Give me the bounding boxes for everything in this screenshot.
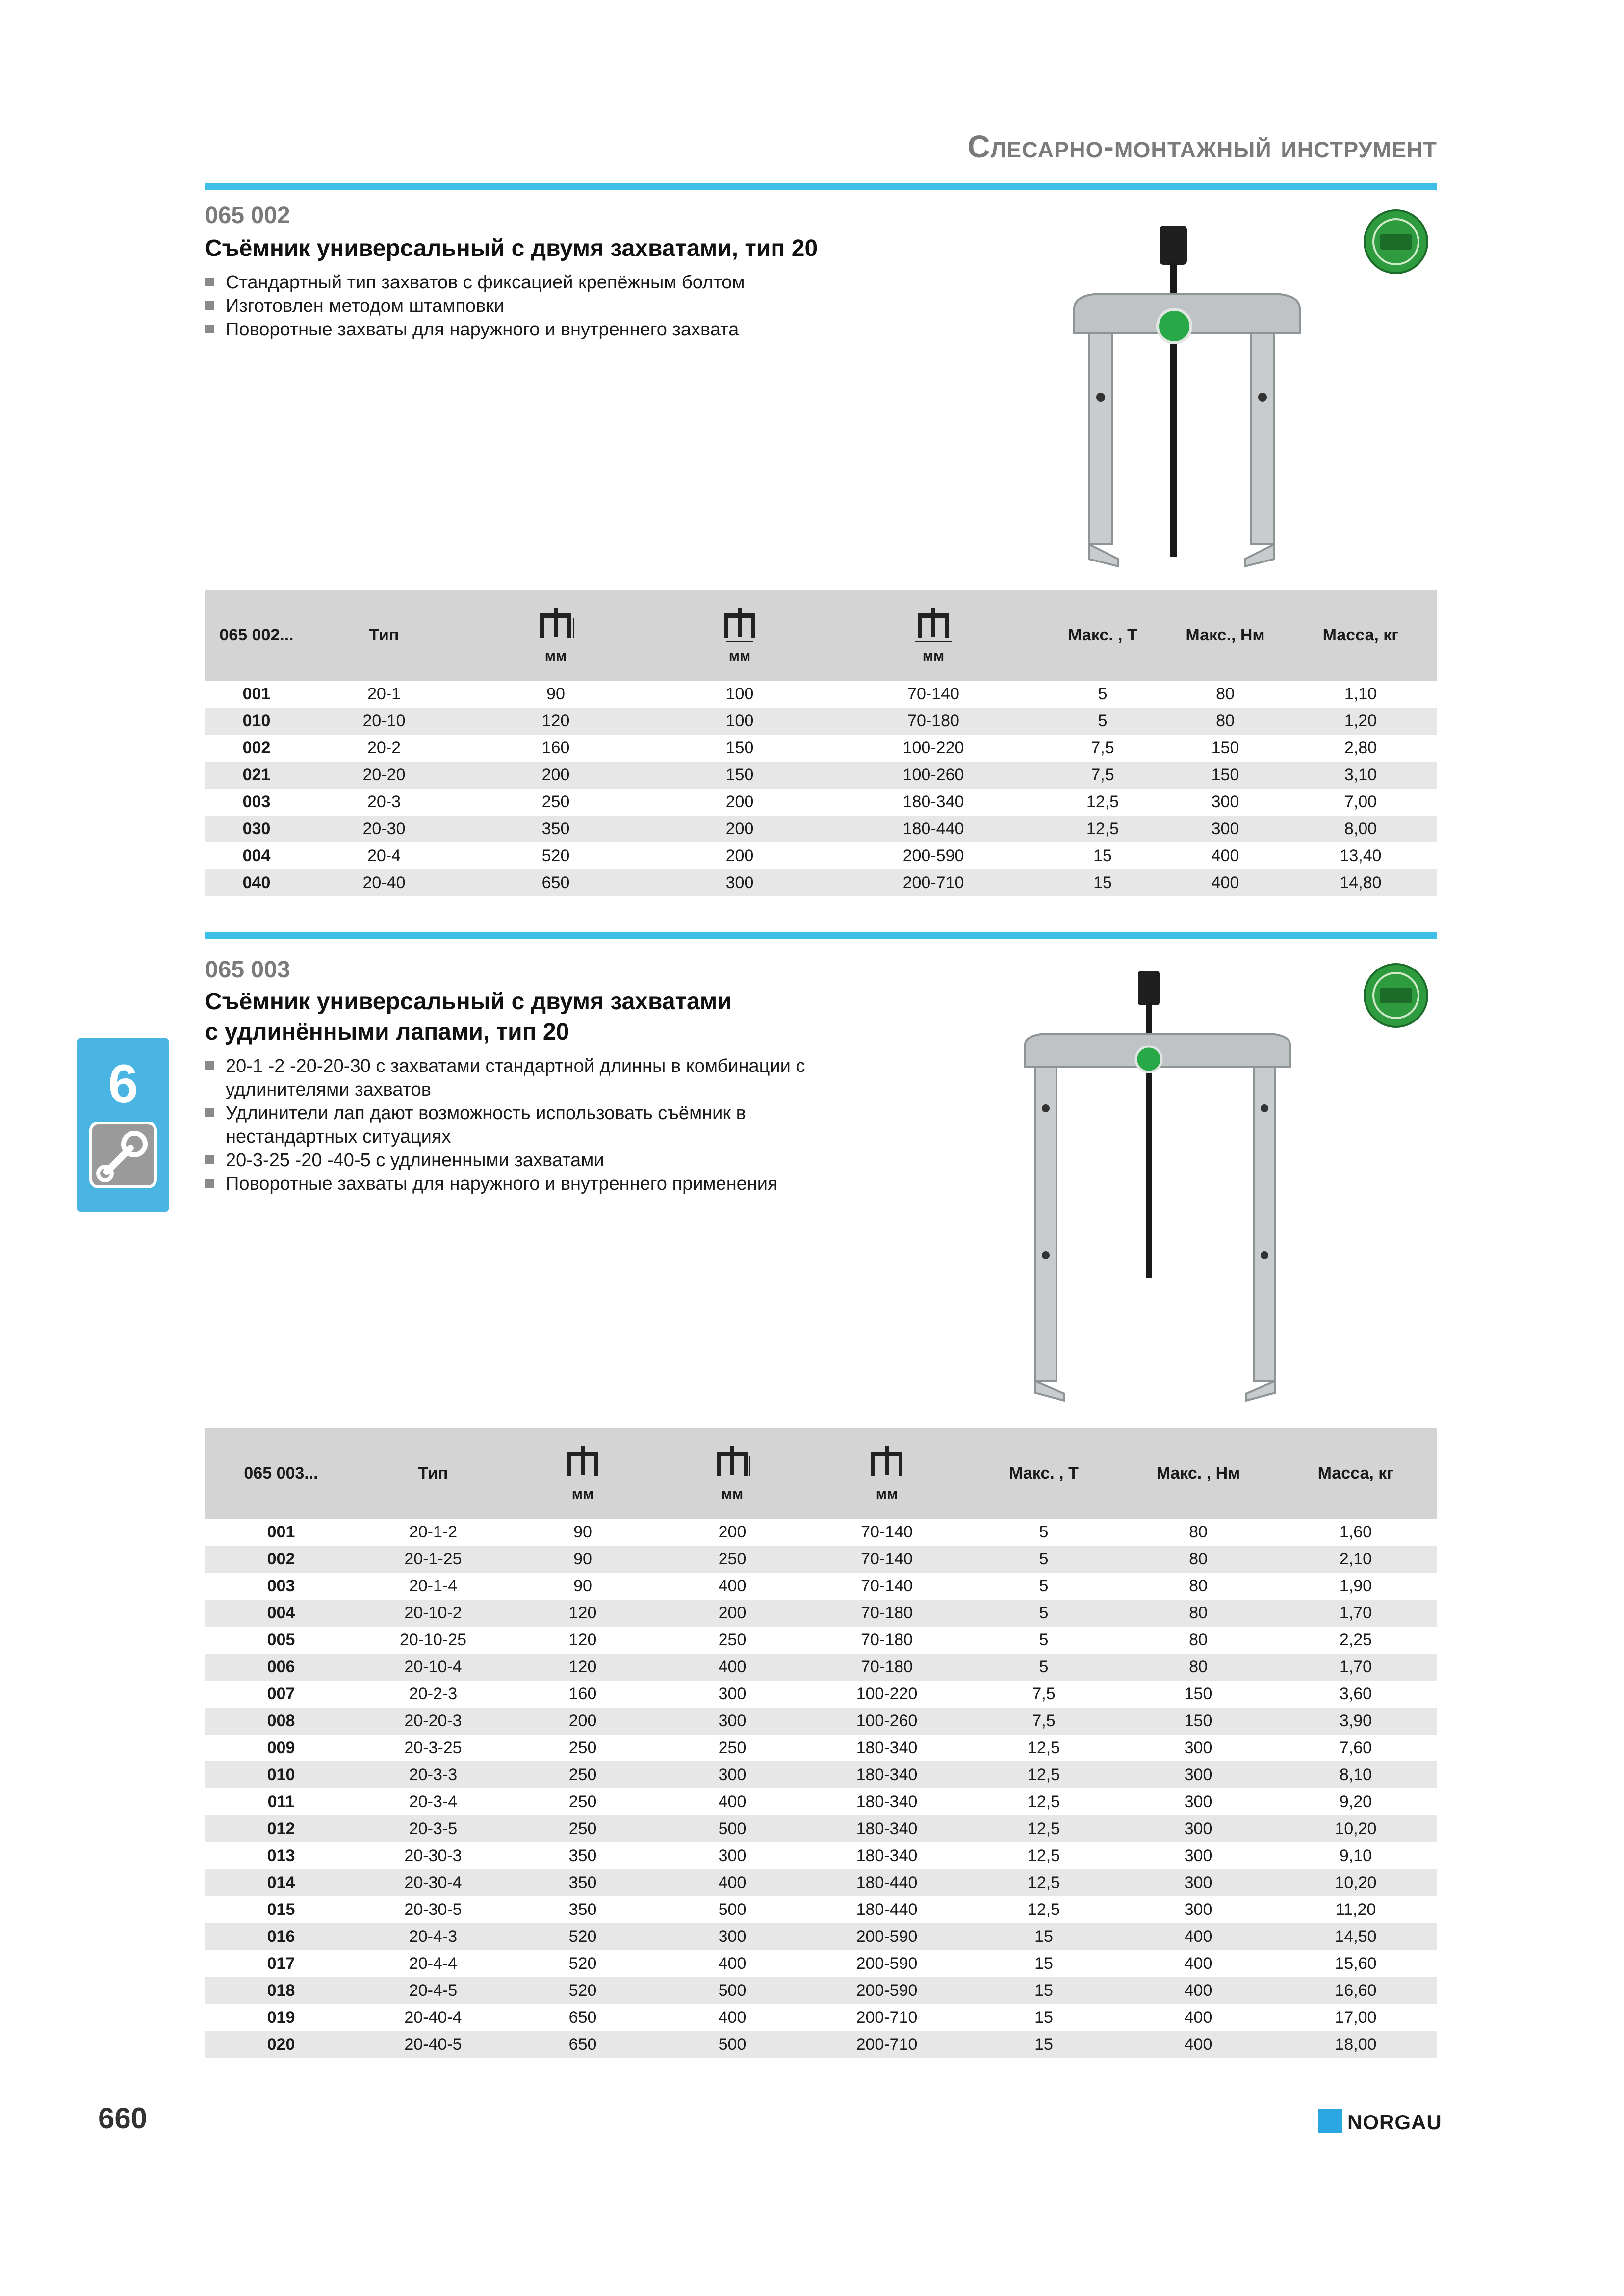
product-title bbox=[205, 987, 732, 1047]
column-header: Макс. , Нм bbox=[1122, 1428, 1274, 1519]
column-header: Масса, кг bbox=[1284, 590, 1437, 681]
bullet-icon bbox=[205, 278, 214, 286]
table-cell: 400 bbox=[1184, 2008, 1212, 2027]
table-cell: 018 bbox=[205, 1977, 357, 2004]
wrench-icon bbox=[89, 1122, 157, 1188]
table-cell: 120 bbox=[509, 1600, 656, 1627]
table-cell: 001 bbox=[267, 1523, 295, 1541]
puller-long-legs-image bbox=[1015, 971, 1300, 1412]
table-cell: 250 bbox=[509, 1815, 656, 1842]
table-cell: 1,70 bbox=[1274, 1654, 1437, 1681]
table-cell: 5 bbox=[965, 1654, 1122, 1681]
column-header: 065 002... bbox=[205, 590, 308, 681]
table-cell: 400 bbox=[1122, 1923, 1274, 1950]
table-cell: 15 bbox=[965, 1923, 1122, 1950]
table-cell: 12,5 bbox=[1027, 1738, 1060, 1757]
table-cell: 70-180 bbox=[808, 1600, 965, 1627]
table-cell: 020 bbox=[205, 2031, 357, 2058]
feature-list bbox=[205, 1054, 843, 1196]
product-title-line: Съёмник универсальный с двумя захватами, тип 20 bbox=[205, 235, 818, 261]
feature-item: 20-1 -2 -20-20-30 с захватами стандартной длинны в комбинации с удлинителями захватов bbox=[205, 1054, 843, 1101]
table-cell: 300 bbox=[718, 1684, 747, 1703]
table-cell: 80 bbox=[1189, 1577, 1208, 1595]
table-cell: 80 bbox=[1189, 1631, 1208, 1649]
table-row: 021 20-20 200 150 100-260 7,5 150 3,10 bbox=[205, 762, 1437, 789]
column-header bbox=[828, 590, 1039, 681]
table-cell: 16,60 bbox=[1274, 1977, 1437, 2004]
table-cell: 20-1-25 bbox=[357, 1546, 509, 1573]
table-row bbox=[205, 1519, 1437, 1546]
table-row bbox=[205, 1654, 1437, 1681]
table-cell: 18,00 bbox=[1274, 2031, 1437, 2058]
table-cell: 004 bbox=[205, 1600, 357, 1627]
column-header bbox=[808, 1428, 965, 1519]
table-row bbox=[205, 1896, 1437, 1923]
table-cell: 5 bbox=[965, 1546, 1122, 1573]
table-cell: 400 bbox=[718, 1954, 747, 1973]
column-header: Тип bbox=[308, 590, 460, 681]
table-cell: 1,60 bbox=[1339, 1523, 1372, 1541]
table-cell: 20-2-3 bbox=[409, 1684, 458, 1703]
section-title: Слесарно-монтажный инструмент bbox=[967, 129, 1437, 164]
table-cell: 5 bbox=[1039, 1523, 1049, 1541]
table-cell: 15 bbox=[1034, 2008, 1053, 2027]
feature-item: 20-3-25 -20 -40-5 с удлиненными захватами bbox=[205, 1148, 843, 1172]
table-cell: 300 bbox=[1184, 1792, 1212, 1811]
table-cell: 300 bbox=[1122, 1815, 1274, 1842]
table-cell: 400 bbox=[1184, 1954, 1212, 1973]
table-cell: 200-590 bbox=[856, 1954, 918, 1973]
table-cell: 400 bbox=[718, 2008, 747, 2027]
table-cell: 008 bbox=[205, 1708, 357, 1735]
feature-item: Стандартный тип захватов с фиксацией крепёжным болтом bbox=[205, 271, 867, 294]
kukko-logo bbox=[1363, 962, 1429, 1029]
table-cell: 1,70 bbox=[1274, 1600, 1437, 1627]
table-cell: 7,5 bbox=[965, 1708, 1122, 1735]
table-row bbox=[205, 1681, 1437, 1708]
table-cell: 150 bbox=[1122, 1708, 1274, 1735]
table-cell: 160 bbox=[568, 1684, 597, 1703]
table-cell: 010 bbox=[205, 1761, 357, 1788]
table-cell: 250 bbox=[718, 1631, 747, 1649]
table-row: 003 20-3 250 200 180-340 12,5 300 7,00 bbox=[242, 792, 1377, 811]
table-cell: 009 bbox=[267, 1738, 295, 1757]
table-cell: 12,5 bbox=[1027, 1900, 1060, 1919]
table-cell: 180-340 bbox=[856, 1792, 918, 1811]
table-cell: 350 bbox=[568, 1846, 597, 1865]
table-row bbox=[205, 1815, 1437, 1842]
table-cell: 70-180 bbox=[861, 1631, 913, 1649]
table-cell: 20-3-4 bbox=[409, 1792, 458, 1811]
column-header: Тип bbox=[357, 1428, 509, 1519]
table-row bbox=[205, 2031, 1437, 2058]
table-cell: 300 bbox=[1122, 1869, 1274, 1896]
table-cell: 1,90 bbox=[1339, 1577, 1372, 1595]
puller-length-icon bbox=[713, 1445, 752, 1482]
unit-label: мм bbox=[876, 1485, 898, 1502]
puller-reach-icon bbox=[563, 1445, 602, 1482]
puller-reach-icon bbox=[536, 607, 575, 644]
bullet-icon bbox=[205, 1061, 214, 1070]
table-cell: 15 bbox=[965, 1977, 1122, 2004]
table-cell: 90 bbox=[509, 1546, 656, 1573]
table-cell: 9,10 bbox=[1339, 1846, 1372, 1865]
table-cell: 250 bbox=[509, 1761, 656, 1788]
table-cell: 180-340 bbox=[856, 1846, 918, 1865]
table-row bbox=[205, 1950, 1437, 1977]
feature-item: Поворотные захваты для наружного и внутреннего захвата bbox=[205, 318, 867, 341]
table-cell: 650 bbox=[568, 2008, 597, 2027]
brand-name: NORGAU bbox=[1347, 2111, 1442, 2134]
table-cell: 200-710 bbox=[808, 2031, 965, 2058]
table-cell: 520 bbox=[509, 1923, 656, 1950]
table-cell: 20-10-25 bbox=[399, 1631, 467, 1649]
table-cell: 90 bbox=[573, 1523, 592, 1541]
table-cell: 80 bbox=[1122, 1546, 1274, 1573]
unit-label: мм bbox=[922, 647, 945, 664]
table-cell: 14,50 bbox=[1274, 1923, 1437, 1950]
table-cell: 180-440 bbox=[856, 1900, 918, 1919]
table-cell: 20-3-3 bbox=[357, 1761, 509, 1788]
table-cell: 80 bbox=[1122, 1654, 1274, 1681]
table-cell: 20-1-4 bbox=[409, 1577, 458, 1595]
table-cell: 20-10-4 bbox=[357, 1654, 509, 1681]
top-divider bbox=[205, 183, 1437, 190]
table-cell: 015 bbox=[267, 1900, 295, 1919]
table-cell: 350 bbox=[568, 1900, 597, 1919]
table-cell: 15 bbox=[965, 2031, 1122, 2058]
table-cell: 20-10-2 bbox=[357, 1600, 509, 1627]
column-header bbox=[656, 1428, 808, 1519]
table-cell: 12,5 bbox=[965, 1869, 1122, 1896]
table-cell: 400 bbox=[656, 1869, 808, 1896]
table-cell: 20-1-2 bbox=[409, 1523, 458, 1541]
column-header: Макс. , Т bbox=[965, 1428, 1122, 1519]
table-cell: 2,25 bbox=[1339, 1631, 1372, 1649]
table-cell: 300 bbox=[656, 1923, 808, 1950]
table-cell: 3,60 bbox=[1339, 1684, 1372, 1703]
product-title bbox=[205, 233, 818, 264]
table-cell: 300 bbox=[1184, 1738, 1212, 1757]
table-cell: 20-3-25 bbox=[404, 1738, 462, 1757]
table-cell: 9,20 bbox=[1339, 1792, 1372, 1811]
table-cell: 100-260 bbox=[808, 1708, 965, 1735]
table-cell: 300 bbox=[656, 1708, 808, 1735]
table-cell: 12,5 bbox=[1027, 1792, 1060, 1811]
table-cell: 12,5 bbox=[965, 1761, 1122, 1788]
table-cell: 120 bbox=[509, 1654, 656, 1681]
table-row bbox=[205, 1842, 1437, 1869]
table-cell: 17,00 bbox=[1335, 2008, 1377, 2027]
table-cell: 20-30-4 bbox=[357, 1869, 509, 1896]
table-row bbox=[205, 1735, 1437, 1761]
table-cell: 180-340 bbox=[808, 1815, 965, 1842]
puller-width-icon bbox=[720, 607, 759, 644]
table-cell: 180-340 bbox=[808, 1761, 965, 1788]
table-row bbox=[205, 1977, 1437, 2004]
table-cell: 200 bbox=[718, 1523, 747, 1541]
table-row bbox=[205, 1788, 1437, 1815]
table-cell: 200-590 bbox=[808, 1977, 965, 2004]
table-cell: 180-340 bbox=[856, 1738, 918, 1757]
brand-square-icon bbox=[1318, 2109, 1342, 2133]
table-cell: 70-140 bbox=[808, 1546, 965, 1573]
table-cell: 520 bbox=[568, 1954, 597, 1973]
table-cell: 350 bbox=[509, 1869, 656, 1896]
puller-span-icon bbox=[914, 607, 953, 644]
table-cell: 5 bbox=[1039, 1577, 1049, 1595]
feature-item: Удлинители лап дают возможность использовать съёмник в нестандартных ситуациях bbox=[205, 1101, 843, 1148]
table-row bbox=[205, 1708, 1437, 1735]
table-row: 002 20-2 160 150 100-220 7,5 150 2,80 bbox=[242, 739, 1377, 757]
unit-label: мм bbox=[544, 647, 567, 664]
table-row bbox=[205, 2004, 1437, 2031]
spec-table bbox=[205, 1428, 1437, 2058]
table-cell: 8,10 bbox=[1274, 1761, 1437, 1788]
table-cell: 400 bbox=[718, 1792, 747, 1811]
table-cell: 250 bbox=[656, 1546, 808, 1573]
table-cell: 10,20 bbox=[1274, 1869, 1437, 1896]
table-cell: 70-140 bbox=[861, 1523, 913, 1541]
column-header bbox=[651, 590, 828, 681]
table-cell: 150 bbox=[1184, 1684, 1212, 1703]
table-cell: 15 bbox=[1034, 1954, 1053, 1973]
table-cell: 5 bbox=[1039, 1631, 1049, 1649]
table-cell: 300 bbox=[1184, 1846, 1212, 1865]
unit-label: мм bbox=[728, 647, 751, 664]
table-cell: 20-4-3 bbox=[357, 1923, 509, 1950]
table-cell: 500 bbox=[656, 2031, 808, 2058]
table-cell: 300 bbox=[1184, 1900, 1212, 1919]
table-cell: 250 bbox=[568, 1792, 597, 1811]
chapter-tab[interactable] bbox=[77, 1038, 169, 1212]
table-cell: 7,5 bbox=[1032, 1684, 1056, 1703]
table-cell: 7,60 bbox=[1339, 1738, 1372, 1757]
table-cell: 500 bbox=[656, 1977, 808, 2004]
table-cell: 650 bbox=[509, 2031, 656, 2058]
table-row: 040 20-40 650 300 200-710 15 400 14,80 bbox=[205, 869, 1437, 896]
table-cell: 12,5 bbox=[1027, 1846, 1060, 1865]
table-cell: 002 bbox=[205, 1546, 357, 1573]
table-cell: 80 bbox=[1122, 1600, 1274, 1627]
table-cell: 180-440 bbox=[808, 1869, 965, 1896]
table-cell: 014 bbox=[205, 1869, 357, 1896]
column-header: Макс., Нм bbox=[1166, 590, 1284, 681]
table-cell: 12,5 bbox=[965, 1815, 1122, 1842]
bullet-icon bbox=[205, 1108, 214, 1117]
table-cell: 007 bbox=[267, 1684, 295, 1703]
table-cell: 003 bbox=[267, 1577, 295, 1595]
table-row bbox=[205, 1546, 1437, 1573]
table-cell: 100-220 bbox=[856, 1684, 918, 1703]
spec-table bbox=[205, 590, 1437, 896]
table-cell: 300 bbox=[1122, 1761, 1274, 1788]
table-cell: 20-40-5 bbox=[357, 2031, 509, 2058]
table-cell: 400 bbox=[1122, 2031, 1274, 2058]
table-cell: 20-40-4 bbox=[404, 2008, 462, 2027]
product-title-line: с удлинёнными лапами, тип 20 bbox=[205, 1019, 569, 1045]
table-cell: 11,20 bbox=[1335, 1900, 1376, 1919]
table-cell: 120 bbox=[568, 1631, 597, 1649]
table-row: 010 20-10 120 100 70-180 5 80 1,20 bbox=[205, 708, 1437, 735]
table-row: 004 20-4 520 200 200-590 15 400 13,40 bbox=[242, 846, 1382, 865]
table-cell: 300 bbox=[656, 1761, 808, 1788]
column-header bbox=[460, 590, 651, 681]
table-cell: 10,20 bbox=[1274, 1815, 1437, 1842]
table-cell: 3,90 bbox=[1274, 1708, 1437, 1735]
table-cell: 400 bbox=[718, 1577, 747, 1595]
table-cell: 016 bbox=[205, 1923, 357, 1950]
kukko-logo bbox=[1363, 208, 1429, 275]
column-header bbox=[509, 1428, 656, 1519]
bullet-icon bbox=[205, 1179, 214, 1188]
table-cell: 017 bbox=[267, 1954, 295, 1973]
table-cell: 15,60 bbox=[1335, 1954, 1377, 1973]
table-cell: 500 bbox=[718, 1900, 747, 1919]
table-row bbox=[205, 1600, 1437, 1627]
table-cell: 300 bbox=[718, 1846, 747, 1865]
table-cell: 005 bbox=[267, 1631, 295, 1649]
table-cell: 2,10 bbox=[1274, 1546, 1437, 1573]
puller-span-icon bbox=[867, 1445, 906, 1482]
column-header: Макс. , Т bbox=[1039, 590, 1166, 681]
table-cell: 5 bbox=[965, 1600, 1122, 1627]
table-row bbox=[205, 1627, 1437, 1654]
table-cell: 20-30-5 bbox=[404, 1900, 462, 1919]
table-cell: 400 bbox=[1122, 1977, 1274, 2004]
table-cell: 200-710 bbox=[856, 2008, 918, 2027]
feature-list bbox=[205, 271, 867, 341]
product-title-line: Съёмник универсальный с двумя захватами bbox=[205, 989, 732, 1015]
table-cell: 70-140 bbox=[861, 1577, 913, 1595]
chapter-number: 6 bbox=[108, 1054, 138, 1114]
unit-label: мм bbox=[571, 1485, 594, 1502]
table-cell: 012 bbox=[205, 1815, 357, 1842]
table-cell: 70-180 bbox=[808, 1654, 965, 1681]
column-header: Масса, кг bbox=[1274, 1428, 1437, 1519]
table-cell: 400 bbox=[656, 1654, 808, 1681]
table-cell: 006 bbox=[205, 1654, 357, 1681]
table-cell: 20-4-4 bbox=[409, 1954, 458, 1973]
table-cell: 20-20-3 bbox=[357, 1708, 509, 1735]
section-divider bbox=[205, 932, 1437, 939]
table-cell: 250 bbox=[718, 1738, 747, 1757]
table-cell: 200 bbox=[509, 1708, 656, 1735]
feature-item: Изготовлен методом штамповки bbox=[205, 294, 867, 318]
table-cell: 80 bbox=[1189, 1523, 1208, 1541]
bullet-icon bbox=[205, 301, 214, 310]
table-cell: 019 bbox=[267, 2008, 295, 2027]
table-row bbox=[205, 1923, 1437, 1950]
table-cell: 250 bbox=[568, 1738, 597, 1757]
table-cell: 20-30-3 bbox=[404, 1846, 462, 1865]
table-row: 030 20-30 350 200 180-440 12,5 300 8,00 bbox=[205, 816, 1437, 842]
table-cell: 90 bbox=[573, 1577, 592, 1595]
bullet-icon bbox=[205, 1155, 214, 1164]
unit-label: мм bbox=[721, 1485, 744, 1502]
table-cell: 20-4-5 bbox=[357, 1977, 509, 2004]
table-row bbox=[205, 1869, 1437, 1896]
product-code: 065 003 bbox=[205, 957, 290, 983]
table-cell: 20-3-5 bbox=[357, 1815, 509, 1842]
puller-image bbox=[1055, 216, 1319, 579]
feature-item: Поворотные захваты для наружного и внутреннего применения bbox=[205, 1172, 843, 1196]
product-code: 065 002 bbox=[205, 203, 290, 229]
page-number: 660 bbox=[98, 2102, 148, 2135]
table-row bbox=[205, 1573, 1437, 1600]
table-cell: 011 bbox=[267, 1792, 295, 1811]
table-row bbox=[205, 1761, 1437, 1788]
table-cell: 013 bbox=[267, 1846, 295, 1865]
table-cell: 500 bbox=[656, 1815, 808, 1842]
bullet-icon bbox=[205, 325, 214, 333]
table-cell: 200 bbox=[656, 1600, 808, 1627]
table-cell: 520 bbox=[509, 1977, 656, 2004]
table-row: 001 20-1 90 100 70-140 5 80 1,10 bbox=[242, 685, 1377, 703]
column-header: 065 003... bbox=[205, 1428, 357, 1519]
table-cell: 200-590 bbox=[808, 1923, 965, 1950]
